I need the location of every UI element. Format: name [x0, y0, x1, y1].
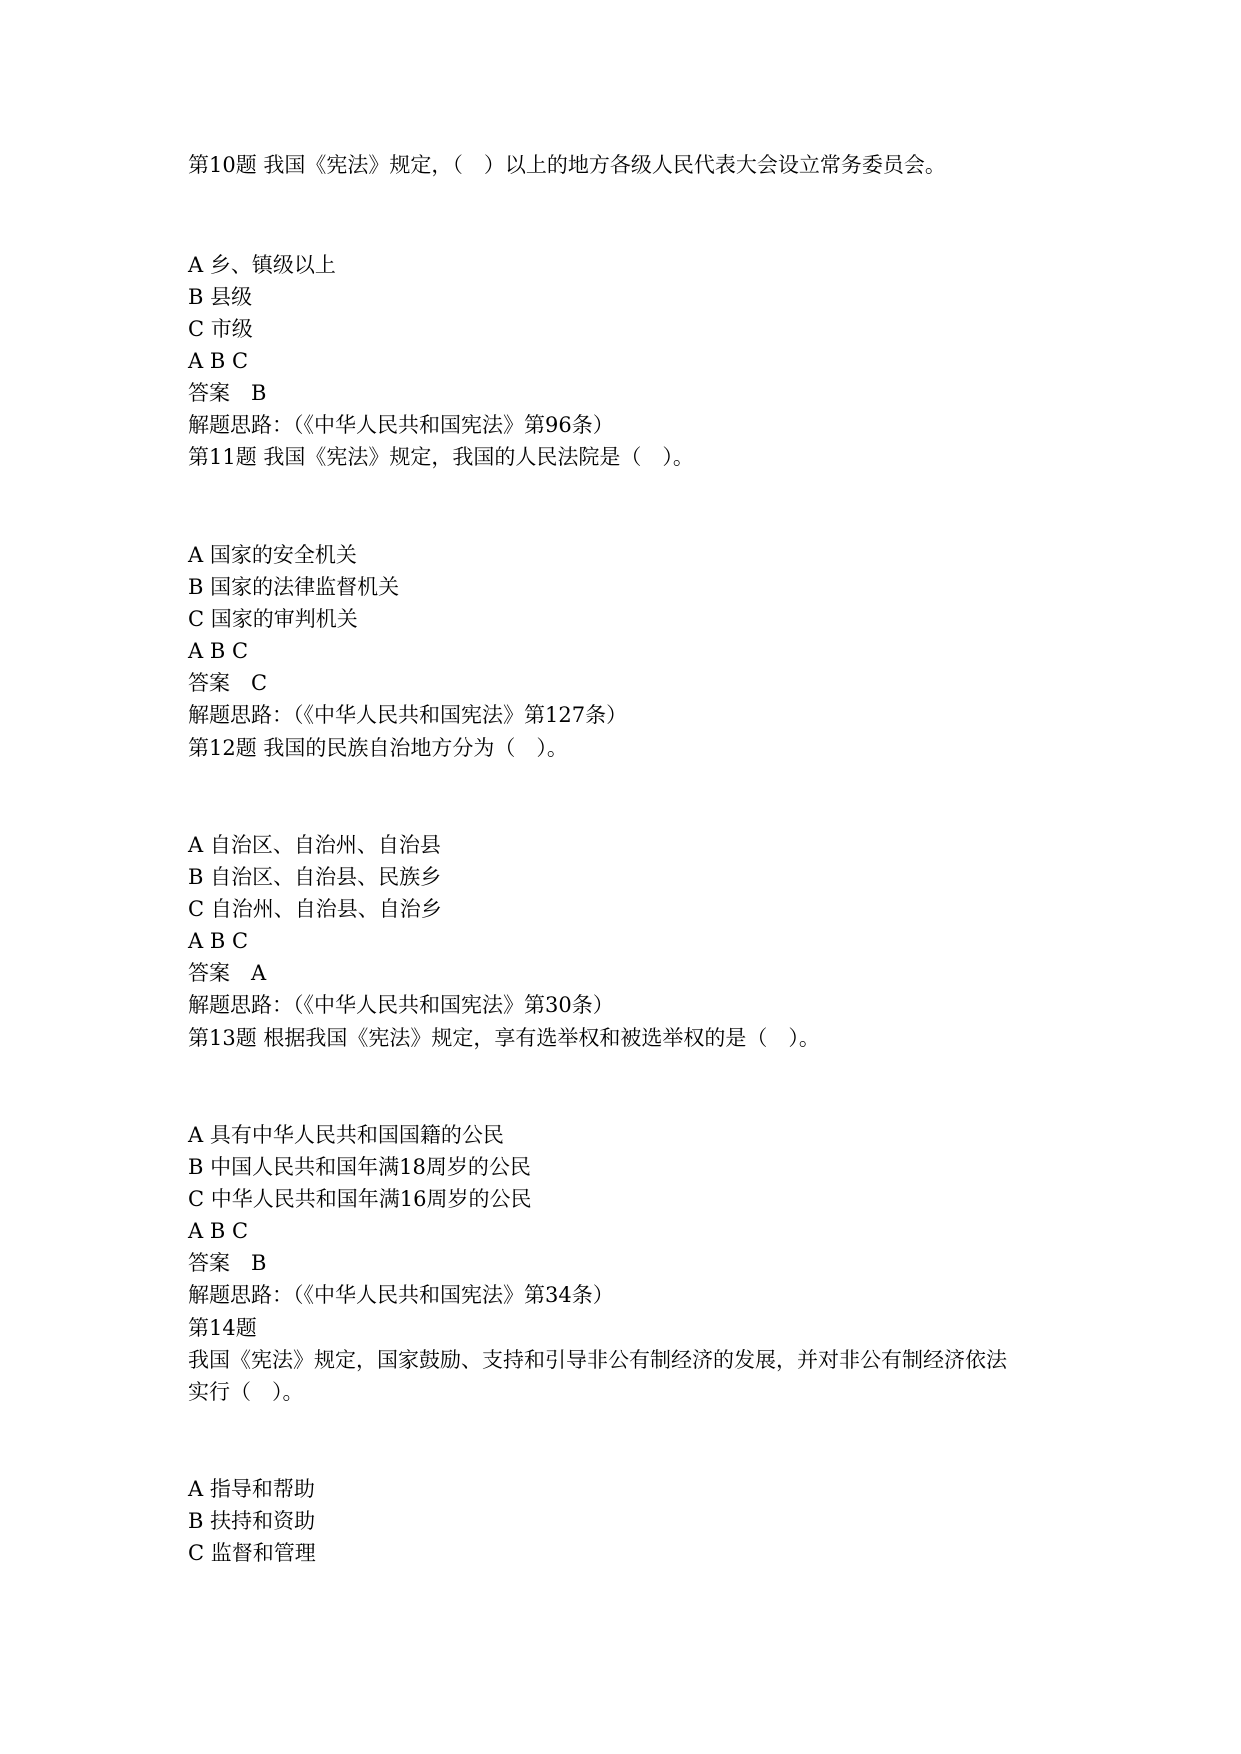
q13-option-c: C 中华人民共和国年满16周岁的公民 [188, 1187, 532, 1211]
q14-option-a: A 指导和帮助 [188, 1477, 315, 1501]
question-12: 第12题 我国的民族自治地方分为（ ）。 [188, 736, 568, 760]
q10-explanation: 解题思路：（《中华人民共和国宪法》第96条） [188, 413, 614, 437]
q13-choices: A B C [188, 1219, 249, 1243]
q12-explanation: 解题思路：（《中华人民共和国宪法》第30条） [188, 993, 614, 1017]
question-11: 第11题 我国《宪法》规定，我国的人民法院是（ ）。 [188, 445, 694, 469]
q11-answer: 答案 C [188, 671, 268, 695]
q10-choices: A B C [188, 349, 249, 373]
q10-option-c: C 市级 [188, 317, 253, 341]
q13-option-b: B 中国人民共和国年满18周岁的公民 [188, 1155, 531, 1179]
question-10: 第10题 我国《宪法》规定，（ ）以上的地方各级人民代表大会设立常务委员会。 [188, 153, 946, 177]
q12-option-a: A 自治区、自治州、自治县 [188, 833, 441, 857]
q11-explanation: 解题思路：（《中华人民共和国宪法》第127条） [188, 703, 628, 727]
q14-option-b: B 扶持和资助 [188, 1509, 316, 1533]
question-14-heading: 第14题 [188, 1316, 257, 1340]
q11-option-b: B 国家的法律监督机关 [188, 575, 400, 599]
q13-answer: 答案 B [188, 1251, 267, 1275]
q10-option-b: B 县级 [188, 285, 253, 309]
q12-option-c: C 自治州、自治县、自治乡 [188, 897, 442, 921]
question-13: 第13题 根据我国《宪法》规定，享有选举权和被选举权的是（ ）。 [188, 1026, 820, 1050]
q11-choices: A B C [188, 639, 249, 663]
q13-explanation: 解题思路：（《中华人民共和国宪法》第34条） [188, 1283, 614, 1307]
q12-option-b: B 自治区、自治县、民族乡 [188, 865, 442, 889]
q11-option-c: C 国家的审判机关 [188, 607, 358, 631]
q13-option-a: A 具有中华人民共和国国籍的公民 [188, 1123, 504, 1147]
q14-option-c: C 监督和管理 [188, 1541, 316, 1565]
q12-choices: A B C [188, 929, 249, 953]
q10-answer: 答案 B [188, 381, 267, 405]
question-14-text-line-2: 实行（ ）。 [188, 1380, 304, 1404]
q10-option-a: A 乡、镇级以上 [188, 253, 336, 277]
q12-answer: 答案 A [188, 961, 267, 985]
question-14-text-line-1: 我国《宪法》规定，国家鼓励、支持和引导非公有制经济的发展，并对非公有制经济依法 [188, 1348, 1007, 1372]
q11-option-a: A 国家的安全机关 [188, 543, 357, 567]
